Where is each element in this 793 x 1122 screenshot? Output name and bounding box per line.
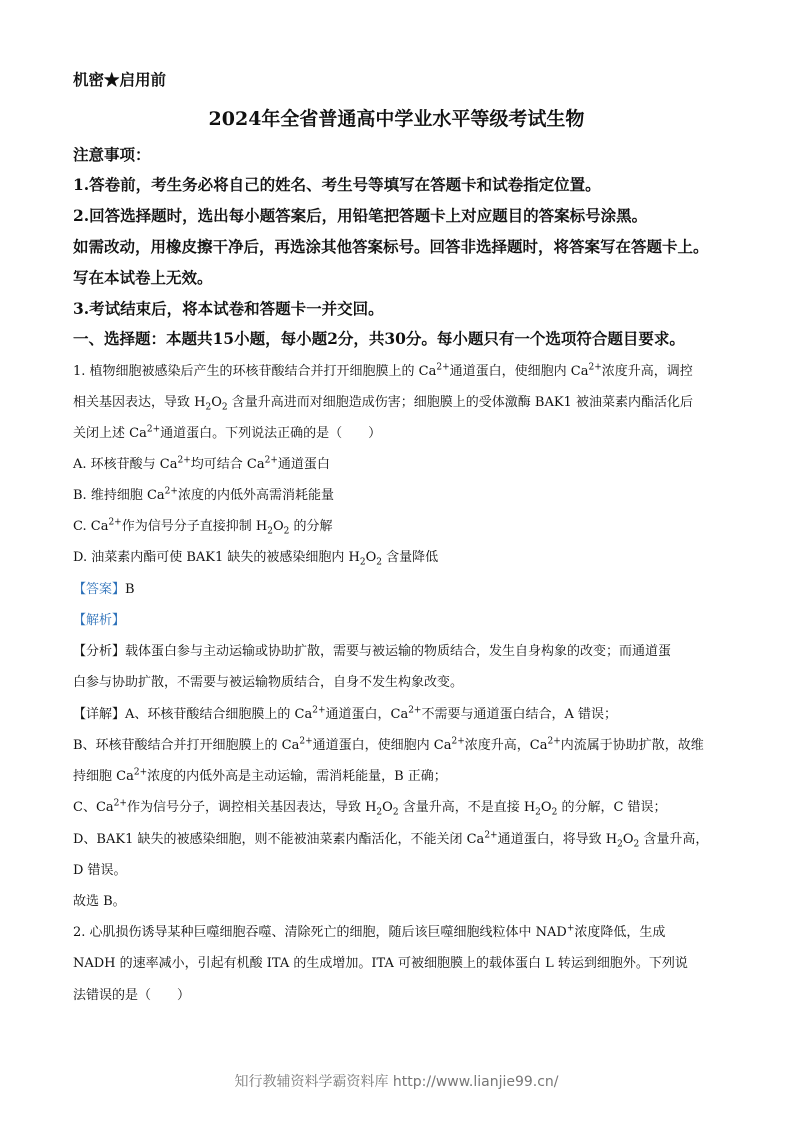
q1-stem-line-1: 1. 植物细胞被感染后产生的环核苷酸结合并打开细胞膜上的 $Ca^{2+}$通道蛋白，使细胞内 $Ca^{2+}$浓度升高，调控	[73, 362, 693, 379]
notice-item-1: 1.答卷前，考生务必将自己的姓名、考生号等填写在答题卡和试卷指定位置。	[73, 175, 601, 194]
q1-detail-b-line-2: 持细胞 $Ca^{2+}$浓度的内低外高是主动运输，需消耗能量，B 正确；	[73, 767, 447, 784]
q1-option-b: B. 维持细胞 $Ca^{2+}$浓度的内低外高需消耗能量	[73, 486, 334, 503]
q1-stem-line-3: 关闭上述 $Ca^{2+}$通道蛋白。下列说法正确的是（ ）	[73, 424, 382, 441]
notice-item-3: 3.考试结束后，将本试卷和答题卡一并交回。	[73, 299, 384, 318]
q1-conclusion: 故选 B。	[73, 894, 126, 909]
notice-item-2-cont: 如需改动，用橡皮擦干净后，再选涂其他答案标号。回答非选择题时，将答案写在答题卡上。	[73, 237, 709, 256]
q1-option-c: C. $Ca^{2+}$作为信号分子直接抑制 $H_2O_2$ 的分解	[73, 517, 333, 537]
q1-stem-line-2: 相关基因表达，导致 $H_2O_2$ 含量升高进而对细胞造成伤害；细胞膜上的受体激酶 BAK1 被油菜素内酯活化后	[73, 395, 693, 413]
section-1-heading: 一、选择题：本题共15小题，每小题2分，共30分。每小题只有一个选项符合题目要求。	[73, 329, 685, 348]
q2-stem-line-3: 法错误的是（ ）	[73, 988, 191, 1003]
page-title: 2024年全省普通高中学业水平等级考试生物	[208, 108, 585, 130]
answer-value: B	[125, 582, 135, 597]
q1-detail-d-line-2: D 错误。	[73, 863, 127, 878]
answer-label: 【答案】	[73, 582, 126, 597]
notice-item-2: 2.回答选择题时，选出每小题答案后，用铅笔把答题卡上对应题目的答案标号涂黑。	[73, 206, 648, 225]
q1-option-d: D. 油菜素内酯可使 BAK1 缺失的被感染细胞内 $H_2O_2$ 含量降低	[73, 550, 439, 568]
notice-heading: 注意事项：	[73, 145, 151, 164]
footer-watermark: 知行教辅资料学霸资料库 http://www.lianjie99.cn/	[234, 1074, 559, 1090]
q1-fenxi-line-2: 白参与协助扩散，不需要与被运输物质结合，自身不发生构象改变。	[73, 675, 464, 690]
q2-stem-line-1: 2. 心肌损伤诱导某种巨噬细胞吞噬、清除死亡的细胞，随后该巨噬细胞线粒体中 NAD+浓度降低，生成	[73, 923, 666, 940]
q1-answer	[73, 578, 135, 597]
notice-item-2-end: 写在本试卷上无效。	[73, 268, 213, 287]
q1-analysis-label: 【解析】	[73, 613, 126, 628]
q1-option-a: A. 环核苷酸与 $Ca^{2+}$均可结合 $Ca^{2+}$通道蛋白	[73, 455, 330, 472]
secret-mark: 机密★启用前	[73, 70, 167, 89]
q1-detail-a: 【详解】A、环核苷酸结合细胞膜上的 $Ca^{2+}$通道蛋白，$Ca^{2+}$不需要与通道蛋白结合，A 错误；	[73, 705, 618, 722]
q1-fenxi-line-1: 【分析】载体蛋白参与主动运输或协助扩散，需要与被运输的物质结合，发生自身构象的改变；而通道蛋	[73, 644, 672, 659]
q1-detail-b-line-1: B、环核苷酸结合并打开细胞膜上的 $Ca^{2+}$通道蛋白，使细胞内 $Ca^{2+}$浓度升高，$Ca^{2+}$内流属于协助扩散，故维	[73, 736, 704, 753]
q1-detail-d-line-1: D、BAK1 缺失的被感染细胞，则不能被油菜素内酯活化，不能关闭 $Ca^{2+}$通道蛋白，将导致 $H_2O_2$ 含量升高，	[73, 830, 709, 850]
q1-detail-c: C、$Ca^{2+}$作为信号分子，调控相关基因表达，导致 $H_2O_2$ 含量升高，不是直接 $H_2O_2$ 的分解，C 错误；	[73, 798, 667, 818]
q2-stem-line-2: NADH 的速率减小，引起有机酸 ITA 的生成增加。ITA 可被细胞膜上的载体蛋白 L 转运到细胞外。下列说	[73, 956, 688, 971]
